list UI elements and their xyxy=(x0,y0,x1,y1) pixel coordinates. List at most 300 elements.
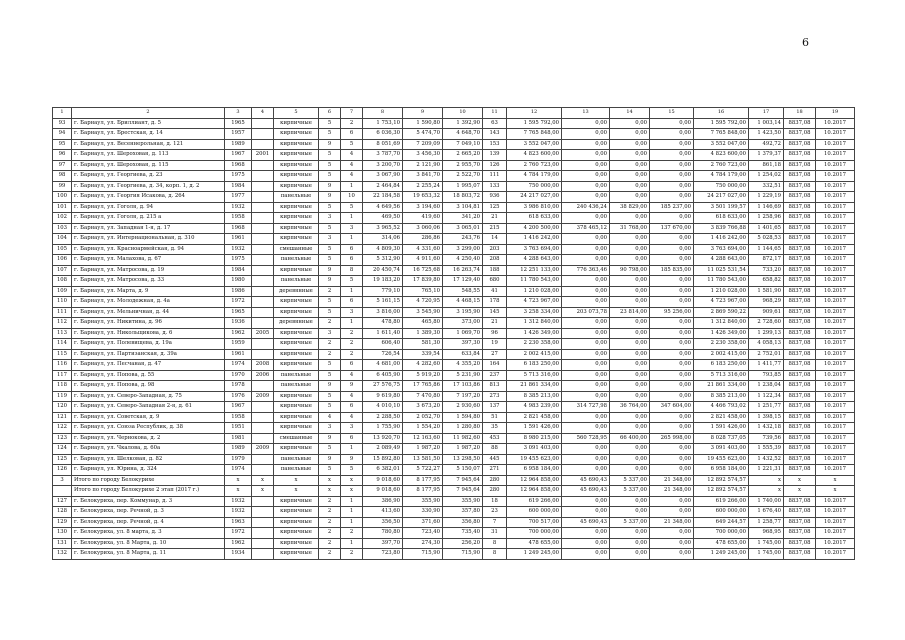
table-cell: кирпичные xyxy=(274,160,319,171)
table-cell: г. Барнаул, ул. Никитина, д. 96 xyxy=(72,318,225,329)
table-cell: 723,40 xyxy=(403,528,443,539)
table-cell: 0,00 xyxy=(650,328,694,339)
repair-schedule-table xyxy=(52,107,855,560)
table-cell: 0,00 xyxy=(650,181,694,192)
table-cell: 280 xyxy=(483,475,507,486)
table-cell: 0,00 xyxy=(610,181,650,192)
table-cell: 1 251,77 xyxy=(749,402,784,413)
table-cell: 1 xyxy=(341,444,363,455)
table-cell: х xyxy=(816,486,855,497)
table-cell: кирпичные xyxy=(274,129,319,140)
table-cell: кирпичные xyxy=(274,297,319,308)
table-cell: 2 xyxy=(341,339,363,350)
table-cell: 1 254,02 xyxy=(749,171,784,182)
table-cell: 356,50 xyxy=(363,517,403,528)
table-cell: 1932 xyxy=(225,244,252,255)
table-cell: 2 xyxy=(341,549,363,560)
table-cell xyxy=(252,255,274,266)
table-cell: 0,00 xyxy=(610,496,650,507)
table-cell: 31 768,00 xyxy=(610,223,650,234)
table-cell: 5 919,20 xyxy=(403,370,443,381)
table-cell: 3 xyxy=(341,223,363,234)
table-cell: 2 002 415,00 xyxy=(507,349,562,360)
table-cell: 185 237,00 xyxy=(650,202,694,213)
table-cell: 606,40 xyxy=(363,339,403,350)
table-cell: 0,00 xyxy=(562,465,610,476)
table-cell: 0,00 xyxy=(562,496,610,507)
table-cell: 164 xyxy=(483,360,507,371)
table-cell: г. Барнаул, ул. Союза Республик, д. 38 xyxy=(72,423,225,434)
table-cell: 6 xyxy=(341,402,363,413)
table-cell: 739,56 xyxy=(749,433,784,444)
table-cell: 10.2017 xyxy=(816,118,855,129)
table-cell xyxy=(252,213,274,224)
table-cell: 0,00 xyxy=(562,528,610,539)
table-cell: 0,00 xyxy=(610,454,650,465)
table-cell: 11 025 531,54 xyxy=(694,265,749,276)
table-cell: 8837,08 xyxy=(784,339,816,350)
table-cell: 0,00 xyxy=(650,139,694,150)
table-cell: х xyxy=(319,475,341,486)
header-cell: 10 xyxy=(443,108,483,119)
table-cell: 478,80 xyxy=(363,318,403,329)
table-cell: 95 xyxy=(53,139,72,150)
table-cell: 0,00 xyxy=(562,129,610,140)
table-cell: 7 945,64 xyxy=(443,486,483,497)
table-cell: 188 xyxy=(483,265,507,276)
header-cell: 14 xyxy=(610,108,650,119)
table-cell: 7 049,10 xyxy=(443,139,483,150)
table-cell: 6 405,90 xyxy=(363,370,403,381)
table-cell: 600 000,00 xyxy=(507,507,562,518)
table-cell: 397,30 xyxy=(443,339,483,350)
table-cell xyxy=(252,538,274,549)
table-cell xyxy=(252,129,274,140)
table-cell: 1 995,07 xyxy=(443,181,483,192)
table-cell: 0,00 xyxy=(610,118,650,129)
table-cell: кирпичные xyxy=(274,181,319,192)
table-cell: г. Барнаул, ул. Гоголя, д. 215 а xyxy=(72,213,225,224)
table-cell: 0,00 xyxy=(610,255,650,266)
table-cell: кирпичные xyxy=(274,391,319,402)
table-cell: 0,00 xyxy=(610,370,650,381)
table-cell: 10.2017 xyxy=(816,307,855,318)
table-cell: 10.2017 xyxy=(816,318,855,329)
table-cell: 132 xyxy=(53,549,72,560)
table-row xyxy=(53,475,855,486)
table-cell: 273 xyxy=(483,391,507,402)
table-cell: 649 244,57 xyxy=(694,517,749,528)
table-cell: 10.2017 xyxy=(816,465,855,476)
table-cell: кирпичные xyxy=(274,150,319,161)
table-cell: 45 690,43 xyxy=(562,486,610,497)
table-cell: х xyxy=(749,486,784,497)
table-cell: 6 xyxy=(341,360,363,371)
table-cell: 2 760 723,00 xyxy=(694,160,749,171)
table-cell: 21 348,00 xyxy=(650,486,694,497)
table-cell: 0,00 xyxy=(562,412,610,423)
table-cell: 314 727,98 xyxy=(562,402,610,413)
table-cell: 4 723 967,00 xyxy=(694,297,749,308)
table-cell xyxy=(252,171,274,182)
table-cell: 12 892 574,57 xyxy=(694,475,749,486)
table-cell: 0,00 xyxy=(610,286,650,297)
table-cell: 114 xyxy=(53,339,72,350)
table-cell: 2 089,49 xyxy=(363,444,403,455)
table-cell: кирпичные xyxy=(274,412,319,423)
table-cell: 0,00 xyxy=(650,454,694,465)
table-cell: 1989 xyxy=(225,139,252,150)
table-cell: 2 xyxy=(319,286,341,297)
header-cell: 11 xyxy=(483,108,507,119)
table-row xyxy=(53,538,855,549)
table-cell: 9 xyxy=(319,265,341,276)
table-cell: 1 987,20 xyxy=(443,444,483,455)
table-cell: 2 xyxy=(319,496,341,507)
table-cell: 5 474,70 xyxy=(403,129,443,140)
table-cell: 4 648,70 xyxy=(443,129,483,140)
table-cell: 1 554,20 xyxy=(403,423,443,434)
table-cell: 314,06 xyxy=(363,234,403,245)
table-cell xyxy=(252,433,274,444)
table-cell: 98 xyxy=(53,171,72,182)
table-cell: 128 xyxy=(53,507,72,518)
table-cell: 5 231,90 xyxy=(443,370,483,381)
table-cell: 8837,08 xyxy=(784,286,816,297)
table-cell: 0,00 xyxy=(610,213,650,224)
table-cell: 0,00 xyxy=(610,171,650,182)
table-cell xyxy=(252,423,274,434)
table-cell xyxy=(53,486,72,497)
table-cell: г. Барнаул, ул. Песчаная, д. 47 xyxy=(72,360,225,371)
table-cell: 1959 xyxy=(225,339,252,350)
table-cell: 1951 xyxy=(225,423,252,434)
table-cell: 9 xyxy=(319,276,341,287)
table-cell: 723,80 xyxy=(363,549,403,560)
table-cell: кирпичные xyxy=(274,171,319,182)
table-cell: 3 456,30 xyxy=(403,150,443,161)
table-cell: 1 xyxy=(341,286,363,297)
table-cell: 4 288 643,00 xyxy=(507,255,562,266)
table-cell: 3 673,20 xyxy=(403,402,443,413)
table-cell: 8 xyxy=(483,538,507,549)
table-cell: 8837,08 xyxy=(784,528,816,539)
table-cell: 106 xyxy=(53,255,72,266)
table-cell: 8837,08 xyxy=(784,181,816,192)
table-cell: г. Барнаул, ул. Георгиева, д. 34, корп. 1, д. 2 xyxy=(72,181,225,192)
table-cell: 8837,08 xyxy=(784,507,816,518)
table-cell: 733,20 xyxy=(749,265,784,276)
table-row xyxy=(53,444,855,455)
table-cell: 5 161,15 xyxy=(363,297,403,308)
table-cell: 4 911,60 xyxy=(403,255,443,266)
table-cell: 4 466 793,02 xyxy=(694,402,749,413)
table-cell: 4 649,56 xyxy=(363,202,403,213)
table-cell: 2 xyxy=(319,507,341,518)
table-cell xyxy=(252,192,274,203)
table-cell: г. Барнаул, ул. Георгиева, д. 23 xyxy=(72,171,225,182)
table-cell: х xyxy=(341,475,363,486)
table-cell: 968,29 xyxy=(749,297,784,308)
table-cell: 0,00 xyxy=(650,549,694,560)
table-cell: 12 892 574,57 xyxy=(694,486,749,497)
table-cell: 10.2017 xyxy=(816,349,855,360)
table-cell: 7 765 848,00 xyxy=(507,129,562,140)
table-cell: 113 xyxy=(53,328,72,339)
table-cell: 13 920,70 xyxy=(363,433,403,444)
table-cell: 3 299,00 xyxy=(443,244,483,255)
table-cell: 17 765,86 xyxy=(403,381,443,392)
table-cell: 5 xyxy=(341,139,363,150)
table-cell: 119 xyxy=(53,391,72,402)
table-cell: 0,00 xyxy=(610,381,650,392)
table-cell: 8837,08 xyxy=(784,517,816,528)
table-cell xyxy=(252,265,274,276)
table-cell: 1 069,70 xyxy=(443,328,483,339)
table-cell: 120 xyxy=(53,402,72,413)
table-cell xyxy=(252,202,274,213)
table-cell: 41 xyxy=(483,286,507,297)
table-cell: 548,55 xyxy=(443,286,483,297)
table-cell: х xyxy=(225,486,252,497)
table-cell: 137 670,00 xyxy=(650,223,694,234)
table-cell: 63 xyxy=(483,118,507,129)
table-cell: г. Барнаул, ул. Юрина, д. 324 xyxy=(72,465,225,476)
table-cell: 10.2017 xyxy=(816,181,855,192)
table-cell: 2 821 458,00 xyxy=(694,412,749,423)
table-cell: панельные xyxy=(274,276,319,287)
table-row xyxy=(53,370,855,381)
table-cell: 2 869 590,22 xyxy=(694,307,749,318)
table-cell: 341,20 xyxy=(443,213,483,224)
table-cell: 95 256,00 xyxy=(650,307,694,318)
table-row xyxy=(53,213,855,224)
table-cell: 0,00 xyxy=(650,507,694,518)
table-cell: 8837,08 xyxy=(784,192,816,203)
table-cell: 9 018,60 xyxy=(363,475,403,486)
table-cell: 1 229,19 xyxy=(749,192,784,203)
table-cell: 12 163,60 xyxy=(403,433,443,444)
table-cell: 2 xyxy=(341,118,363,129)
table-cell: 6 183 250,00 xyxy=(694,360,749,371)
table-cell: 8837,08 xyxy=(784,202,816,213)
table-cell: 0,00 xyxy=(562,213,610,224)
table-cell: х xyxy=(784,475,816,486)
table-cell: 145 xyxy=(483,307,507,318)
table-cell: 256,20 xyxy=(443,538,483,549)
table-cell: 765,10 xyxy=(403,286,443,297)
table-cell: 8837,08 xyxy=(784,118,816,129)
table-cell: 2008 xyxy=(252,360,274,371)
table-cell: 117 xyxy=(53,370,72,381)
table-cell: 1961 xyxy=(225,349,252,360)
table-cell: 10.2017 xyxy=(816,171,855,182)
table-cell: 397,70 xyxy=(363,538,403,549)
table-cell: 93 xyxy=(53,118,72,129)
table-cell: 111 xyxy=(483,171,507,182)
table-cell: 129 xyxy=(53,517,72,528)
table-cell: 618 633,00 xyxy=(694,213,749,224)
table-cell: г. Барнаул, ул. Западная 1-я, д. 17 xyxy=(72,223,225,234)
table-row xyxy=(53,454,855,465)
table-row xyxy=(53,181,855,192)
table-cell: г. Барнаул, ул. Интернациональная, д. 310 xyxy=(72,234,225,245)
table-row xyxy=(53,528,855,539)
table-row xyxy=(53,307,855,318)
table-row xyxy=(53,423,855,434)
table-cell: 7 xyxy=(483,517,507,528)
table-cell: 0,00 xyxy=(610,318,650,329)
table-cell: 203 xyxy=(483,244,507,255)
table-cell: г. Барнаул, ул. Марта, д. 9 xyxy=(72,286,225,297)
table-cell: 2 xyxy=(319,528,341,539)
table-cell: г. Барнаул, ул. Красноармейская, д. 94 xyxy=(72,244,225,255)
table-cell: 1 280,80 xyxy=(443,423,483,434)
table-cell: 1 003,14 xyxy=(749,118,784,129)
table-cell: 1934 xyxy=(225,549,252,560)
table-cell: 3 552 047,00 xyxy=(694,139,749,150)
table-cell: 6 958 184,00 xyxy=(694,465,749,476)
table-cell: кирпичные xyxy=(274,307,319,318)
table-cell: 8837,08 xyxy=(784,381,816,392)
table-cell: 4 288 643,00 xyxy=(694,255,749,266)
table-cell: 10.2017 xyxy=(816,150,855,161)
table-cell: кирпичные xyxy=(274,496,319,507)
table-cell: 1972 xyxy=(225,297,252,308)
table-cell: 0,00 xyxy=(650,496,694,507)
table-cell xyxy=(252,381,274,392)
table-cell: 0,00 xyxy=(610,412,650,423)
table-cell: 3 841,70 xyxy=(403,171,443,182)
table-cell: кирпичные xyxy=(274,349,319,360)
table-cell: 7 470,80 xyxy=(403,391,443,402)
table-cell: 1975 xyxy=(225,255,252,266)
table-cell: 2005 xyxy=(252,328,274,339)
table-cell: 10.2017 xyxy=(816,192,855,203)
table-cell: 18 xyxy=(483,496,507,507)
table-cell xyxy=(252,307,274,318)
table-cell: г. Барнаул, ул. Матросова, д. 19 xyxy=(72,265,225,276)
table-cell: 378 465,12 xyxy=(562,223,610,234)
table-cell: 6 xyxy=(341,255,363,266)
table-cell: 215 xyxy=(483,223,507,234)
table-cell: 1967 xyxy=(225,402,252,413)
table-cell: 8837,08 xyxy=(784,223,816,234)
table-cell: 0,00 xyxy=(650,349,694,360)
table-cell xyxy=(252,349,274,360)
table-cell: кирпичные xyxy=(274,202,319,213)
table-cell: 8837,08 xyxy=(784,234,816,245)
table-cell: 0,00 xyxy=(650,370,694,381)
table-cell: 1 xyxy=(341,496,363,507)
table-cell: 27 xyxy=(483,349,507,360)
table-cell: 66 400,00 xyxy=(610,433,650,444)
table-cell: 1 258,96 xyxy=(749,213,784,224)
table-cell: 0,00 xyxy=(610,150,650,161)
table-cell: 102 xyxy=(53,213,72,224)
table-cell: 5 xyxy=(319,150,341,161)
table-cell xyxy=(252,318,274,329)
table-cell: 861,18 xyxy=(749,160,784,171)
table-cell: 6 183 250,00 xyxy=(507,360,562,371)
table-cell: 8837,08 xyxy=(784,391,816,402)
table-cell: 10.2017 xyxy=(816,202,855,213)
table-cell: г. Барнаул, ул. Партизанская, д. 39а xyxy=(72,349,225,360)
table-cell: 10.2017 xyxy=(816,213,855,224)
table-cell: 118 xyxy=(53,381,72,392)
table-cell: 2 255,24 xyxy=(403,181,443,192)
table-cell: 121 xyxy=(53,412,72,423)
table-cell: х xyxy=(274,486,319,497)
table-cell: 9 xyxy=(319,454,341,465)
table-cell: 1967 xyxy=(225,150,252,161)
table-row xyxy=(53,255,855,266)
table-cell: 1 416 242,00 xyxy=(507,234,562,245)
table-cell: 5 xyxy=(319,223,341,234)
table-cell: 5 xyxy=(319,171,341,182)
table-cell: 0,00 xyxy=(650,423,694,434)
table-cell: 265 998,00 xyxy=(650,433,694,444)
table-cell: 0,00 xyxy=(650,244,694,255)
table-cell: 619 266,00 xyxy=(694,496,749,507)
table-cell: 208 xyxy=(483,255,507,266)
table-cell: 4 468,15 xyxy=(443,297,483,308)
table-cell: 3 787,70 xyxy=(363,150,403,161)
table-cell: 9 xyxy=(319,192,341,203)
table-cell: 8837,08 xyxy=(784,255,816,266)
table-cell: 1 379,37 xyxy=(749,150,784,161)
table-cell: 0,00 xyxy=(610,391,650,402)
table-cell: 4 058,13 xyxy=(749,339,784,350)
header-cell: 7 xyxy=(341,108,363,119)
table-cell: 0,00 xyxy=(610,339,650,350)
table-cell: 10.2017 xyxy=(816,381,855,392)
table-cell: 1978 xyxy=(225,381,252,392)
table-cell: 21 xyxy=(483,318,507,329)
table-cell: 1975 xyxy=(225,171,252,182)
table-cell: 0,00 xyxy=(610,423,650,434)
table-cell: 271 xyxy=(483,465,507,476)
table-cell: 1 987,20 xyxy=(403,444,443,455)
table-cell: 2 230 358,00 xyxy=(694,339,749,350)
table-cell xyxy=(252,276,274,287)
table-cell: 21 348,00 xyxy=(650,475,694,486)
table-cell: 419,60 xyxy=(403,213,443,224)
table-cell: 124 xyxy=(53,444,72,455)
table-cell: 103 xyxy=(53,223,72,234)
table-cell: 356,80 xyxy=(443,517,483,528)
table-cell: кирпичные xyxy=(274,213,319,224)
table-cell: кирпичные xyxy=(274,517,319,528)
table-cell: 10.2017 xyxy=(816,528,855,539)
table-cell: г. Барнаул, ул. Советская, д. 9 xyxy=(72,412,225,423)
table-cell: 1 122,34 xyxy=(749,391,784,402)
table-cell: 1984 xyxy=(225,265,252,276)
table-cell: 5 xyxy=(319,129,341,140)
table-cell xyxy=(252,412,274,423)
table-cell xyxy=(252,118,274,129)
table-cell: 2009 xyxy=(252,444,274,455)
table-cell: 2 xyxy=(341,349,363,360)
table-cell: 2 002 415,00 xyxy=(694,349,749,360)
table-cell: 4 xyxy=(319,412,341,423)
table-cell: 116 xyxy=(53,360,72,371)
table-cell: 8 177,95 xyxy=(403,475,443,486)
table-cell: 127 xyxy=(53,496,72,507)
table-cell xyxy=(252,496,274,507)
table-cell: 0,00 xyxy=(650,444,694,455)
table-cell: 1986 xyxy=(225,286,252,297)
